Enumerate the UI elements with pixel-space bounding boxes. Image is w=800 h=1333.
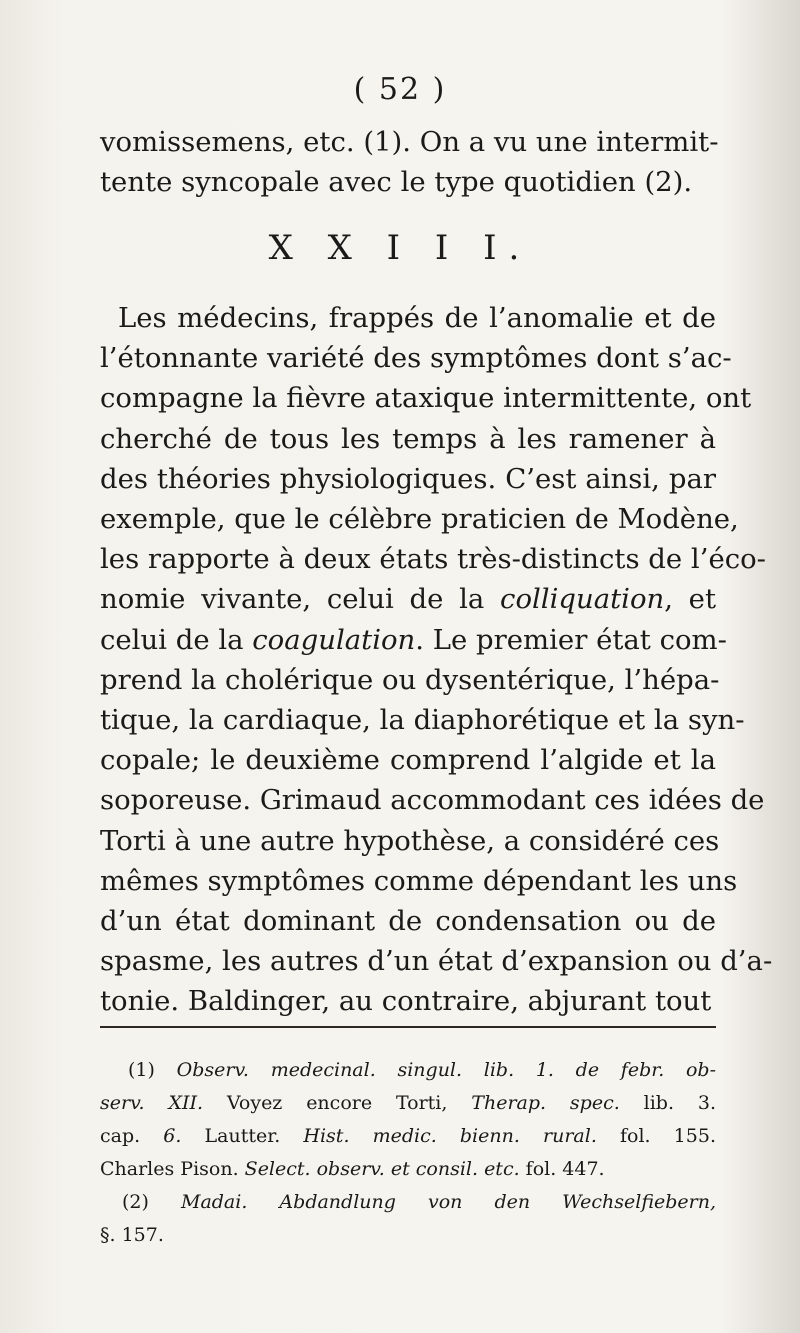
text-line: compagne la fièvre ataxique intermittente, ont <box>100 382 752 415</box>
text-line <box>100 620 727 660</box>
footnote-text: fol. 155. <box>596 1125 716 1147</box>
footnote-1-line <box>100 1153 716 1186</box>
text-line: mêmes symptômes comme dépendant les uns <box>100 864 738 897</box>
footnote-citation: Therap. spec. <box>471 1092 620 1114</box>
page-number: ( 52 ) <box>353 72 447 107</box>
footnote-1-line <box>100 1120 716 1153</box>
text-line: tente syncopale avec le type quotidien (2). <box>100 166 693 199</box>
footnote-text: lib. 3. <box>619 1092 717 1114</box>
footnote-citation: Observ. medecinal. singul. lib. 1. de febr. ob- <box>176 1059 717 1081</box>
text-line: Torti à une autre hypothèse, a considéré ces <box>100 824 720 857</box>
footnote-text: Charles Pison. <box>100 1158 245 1180</box>
text-segment: , et <box>664 583 716 616</box>
footnote-citation: Madai. Abdandlung von den Wechselfiebern, <box>180 1191 717 1213</box>
intro-paragraph <box>100 122 719 202</box>
footnote-divider <box>100 1026 716 1028</box>
footnote-citation: serv. XII. <box>100 1092 204 1114</box>
footnote-text: fol. 447. <box>519 1158 605 1180</box>
footnote-text: Lautter. <box>181 1125 304 1147</box>
text-line: des théories physiologiques. C’est ainsi, par <box>100 462 716 495</box>
footnotes <box>100 1054 716 1252</box>
italic-term: coagulation <box>252 623 416 656</box>
footnote-text: cap. <box>100 1125 164 1147</box>
footnote-citation: Hist. medic. bienn. rural. <box>303 1125 597 1147</box>
text-line: tonie. Baldinger, au contraire, abjurant tout <box>100 985 712 1018</box>
footnote-2-line <box>100 1186 716 1219</box>
text-line: Les médecins, frappés de l’anomalie et de <box>118 302 716 334</box>
text-line: les rapporte à deux états très-distincts de l’éco- <box>100 543 766 576</box>
footnote-text: Voyez encore Torti, <box>203 1092 472 1114</box>
footnote-1-line <box>100 1087 716 1120</box>
footnote-1-line <box>100 1054 716 1087</box>
text-segment: nomie vivante, celui de la <box>100 583 501 616</box>
italic-term: colliquation <box>500 583 665 616</box>
footnote-citation: 6. <box>163 1125 182 1147</box>
footnote-2-line: §. 157. <box>100 1224 164 1246</box>
body-paragraph <box>100 298 773 1022</box>
text-line: d’un état dominant de condensation ou de <box>100 905 716 938</box>
text-line: prend la cholérique ou dysentérique, l’hépa- <box>100 663 720 696</box>
text-line: spasme, les autres d’un état d’expansion ou d’a- <box>100 945 773 978</box>
footnote-citation: Select. observ. et consil. etc. <box>244 1158 520 1180</box>
text-line: l’étonnante variété des symptômes dont s’ac- <box>100 342 732 375</box>
text-line: exemple, que le célèbre praticien de Modène, <box>100 503 739 536</box>
footnote-marker: (1) <box>128 1059 177 1081</box>
footnote-marker: (2) <box>122 1191 181 1213</box>
text-line <box>100 579 716 619</box>
text-segment: . Le premier état com- <box>415 623 727 656</box>
text-segment: celui de la <box>100 623 253 656</box>
text-line: soporeuse. Grimaud accommodant ces idées de <box>100 784 765 817</box>
section-heading: X X I I I. <box>268 228 532 268</box>
text-line: copale; le deuxième comprend l’algide et la <box>100 744 716 777</box>
text-line: tique, la cardiaque, la diaphorétique et la syn- <box>100 704 745 737</box>
text-line: cherché de tous les temps à les ramener à <box>100 422 716 455</box>
text-line: vomissemens, etc. (1). On a vu une intermit- <box>100 126 719 158</box>
